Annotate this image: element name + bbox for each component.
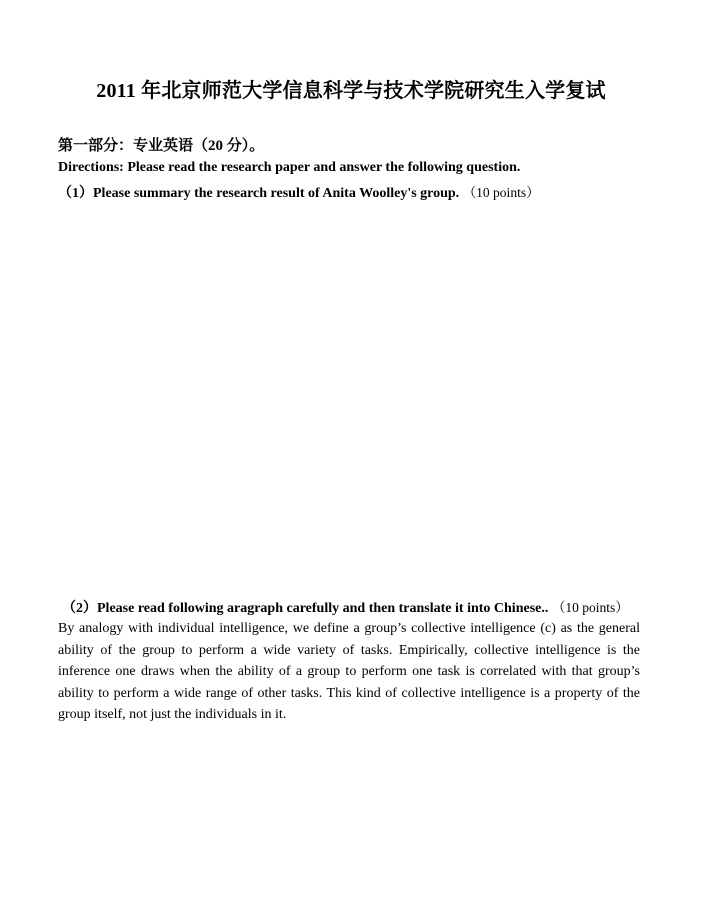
question-2-points: （10 points）	[551, 600, 629, 615]
question-1-text: （1）Please summary the research result of Anita Woolley's group.	[58, 186, 460, 201]
question-2	[62, 596, 629, 617]
question-1-points: （10 points）	[462, 185, 540, 200]
page-title: 2011 年北京师范大学信息科学与技术学院研究生入学复试	[96, 80, 606, 102]
question-2-text: （2）Please read following aragraph carefully and then translate it into Chinese..	[62, 601, 549, 616]
section-heading: 第一部分：专业英语（20 分）。	[58, 138, 265, 154]
directions-text: Directions: Please read the research paper and answer the following question.	[58, 160, 521, 175]
question-1	[58, 181, 540, 202]
translation-paragraph: By analogy with individual intelligence, we define a group’s collective intelligence (c) as the general ability of the group to perform a wide variety of tasks. Empirically, collective intelligence is the inference one draws when the ability of a group to perform one task is correlated with that group’s ability to perform a wide range of other tasks. This kind of collective intelligence is a property of the group itself, not just the individuals in it.	[58, 621, 640, 722]
